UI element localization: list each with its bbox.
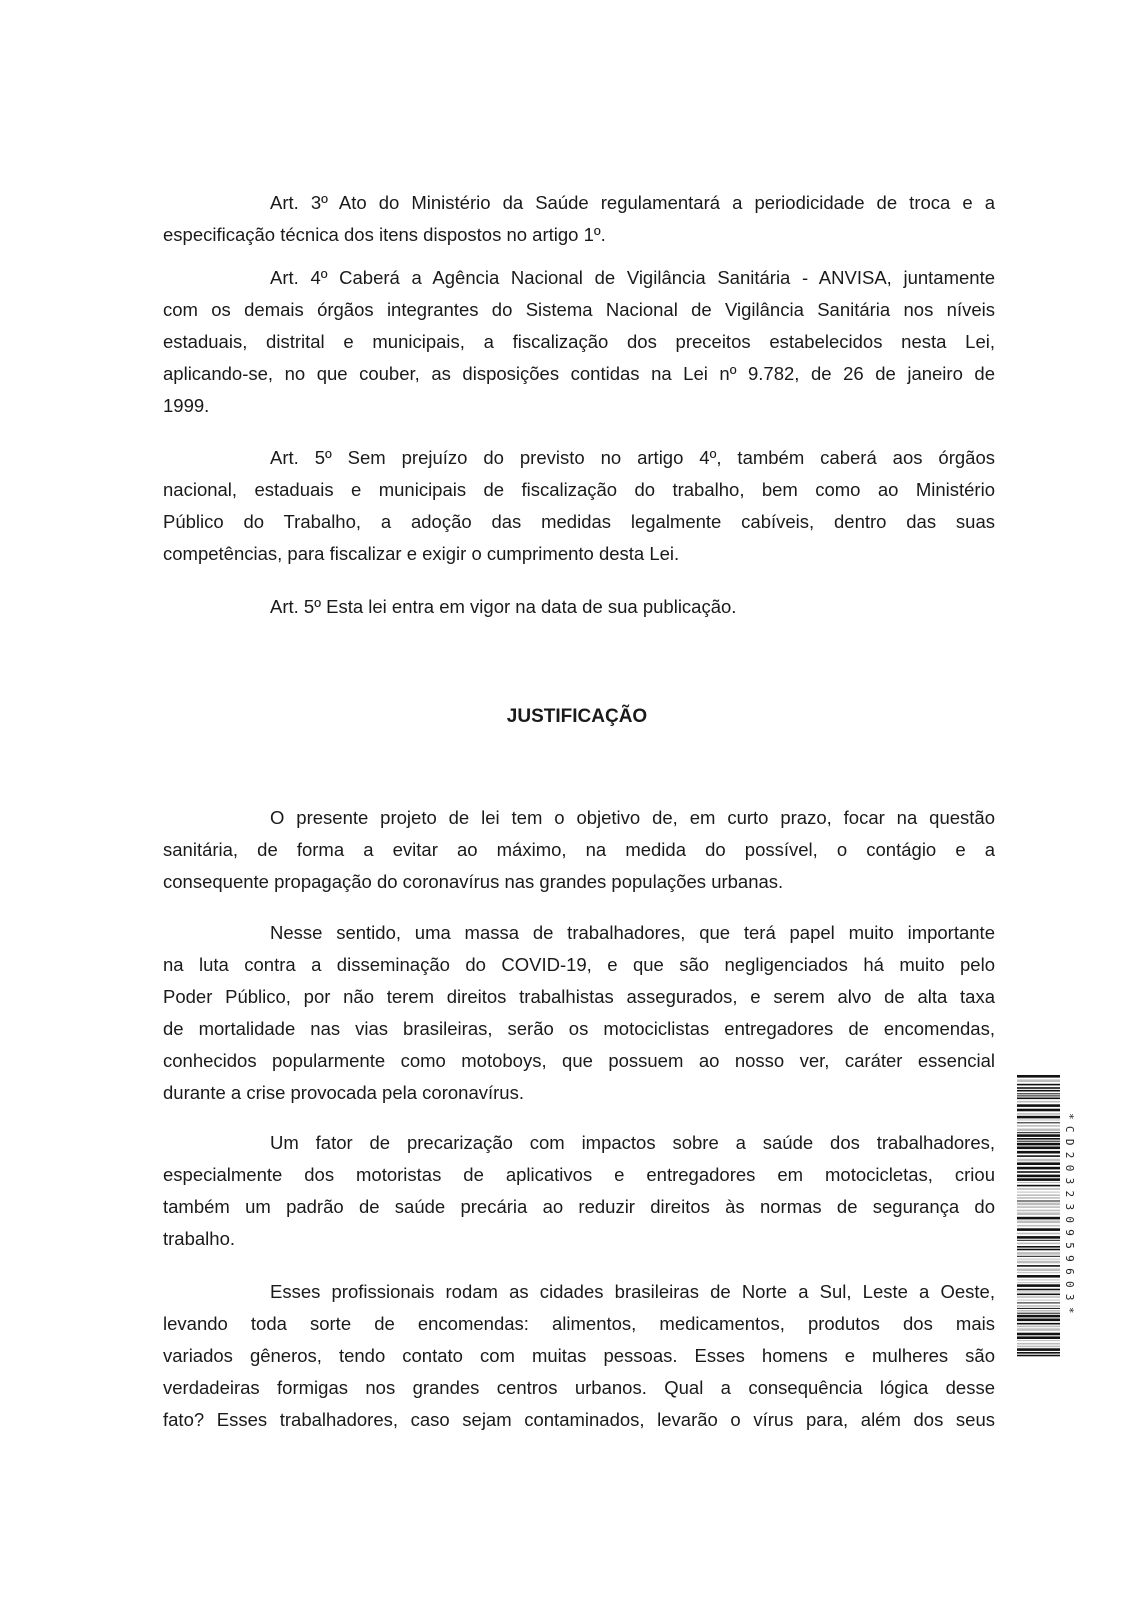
barcode-bar: [1017, 1279, 1060, 1280]
article-4-line-2: com os demais órgãos integrantes do Sistema Nacional de Vigilância Sanitária nos níveis: [163, 299, 995, 320]
barcode-bar: [1017, 1155, 1060, 1157]
barcode-bar: [1017, 1147, 1060, 1150]
justification-p4-line-4: verdadeiras formigas nos grandes centros urbanos. Qual a consequência lógica desse: [163, 1377, 995, 1398]
barcode-bar: [1017, 1210, 1060, 1212]
barcode-image: [1017, 1075, 1060, 1357]
barcode-bar: [1017, 1246, 1060, 1248]
barcode-bar: [1017, 1138, 1060, 1140]
barcode-bar: [1017, 1236, 1060, 1239]
barcode-bar: [1017, 1159, 1060, 1162]
barcode-bar: [1017, 1282, 1060, 1283]
justification-p4-line-5: fato? Esses trabalhadores, caso sejam contaminados, levarão o vírus para, além dos seus: [163, 1409, 995, 1430]
barcode-bar: [1017, 1206, 1060, 1208]
barcode-bar: [1017, 1291, 1060, 1292]
barcode-bar: [1017, 1300, 1060, 1301]
justification-p2-line-6: durante a crise provocada pela coronavírus.: [163, 1082, 524, 1103]
barcode-bar: [1017, 1340, 1060, 1341]
article-vigencia-line-1: Art. 5º Esta lei entra em vigor na data de sua publicação.: [270, 596, 737, 617]
barcode-bar: [1017, 1141, 1060, 1142]
barcode-bar: [1017, 1310, 1060, 1312]
justification-p3-line-4: trabalho.: [163, 1228, 235, 1249]
article-5-line-4: competências, para fiscalizar e exigir o cumprimento desta Lei.: [163, 543, 680, 564]
barcode-bar: [1017, 1192, 1060, 1193]
barcode-bar: [1017, 1352, 1060, 1354]
barcode-bar: [1017, 1305, 1060, 1307]
barcode-bar: [1017, 1336, 1060, 1339]
barcode-bar: [1017, 1084, 1060, 1086]
barcode-bar: [1017, 1151, 1060, 1154]
barcode-bar: [1017, 1129, 1060, 1132]
barcode-bar: [1017, 1113, 1060, 1115]
barcode-bar: [1017, 1101, 1060, 1103]
justification-p1-line-2: sanitária, de forma a evitar ao máximo, na medida do possível, o contágio e a: [163, 839, 995, 860]
article-4-line-1: Art. 4º Caberá a Agência Nacional de Vigilância Sanitária - ANVISA, juntamente: [270, 267, 995, 288]
barcode-bar: [1017, 1256, 1060, 1257]
barcode-bar: [1017, 1116, 1060, 1119]
barcode-bar: [1017, 1243, 1060, 1245]
barcode-bar: [1017, 1087, 1060, 1089]
barcode-bar: [1017, 1228, 1060, 1231]
barcode-bar: [1017, 1167, 1060, 1170]
barcode-bar: [1017, 1348, 1060, 1351]
justification-p3-line-3: também um padrão de saúde precária ao reduzir direitos às normas de segurança do: [163, 1196, 995, 1217]
article-5-line-1: Art. 5º Sem prejuízo do previsto no artigo 4º, também caberá aos órgãos: [270, 447, 995, 468]
barcode-bar: [1017, 1171, 1060, 1173]
barcode-bar: [1017, 1296, 1060, 1298]
barcode-bar: [1017, 1095, 1060, 1096]
barcode-bar: [1017, 1355, 1060, 1357]
barcode-bar: [1017, 1120, 1060, 1121]
justification-p3-line-1: Um fator de precarização com impactos sobre a saúde dos trabalhadores,: [270, 1132, 995, 1153]
justification-p1-line-3: consequente propagação do coronavírus nas grandes populações urbanas.: [163, 871, 784, 892]
barcode-bar: [1017, 1201, 1060, 1202]
barcode-bar: [1017, 1261, 1060, 1264]
barcode-bar: [1017, 1225, 1060, 1227]
barcode-bar: [1017, 1175, 1060, 1178]
barcode-bar: [1017, 1143, 1060, 1146]
barcode-text: *CD203230959603*: [1063, 1112, 1076, 1320]
barcode-bar: [1017, 1315, 1060, 1318]
barcode-bar: [1017, 1302, 1060, 1303]
barcode-bar: [1017, 1132, 1060, 1133]
barcode-bar: [1017, 1240, 1060, 1241]
barcode-bar: [1017, 1134, 1060, 1137]
barcode-bar: [1017, 1284, 1060, 1287]
barcode-bar: [1017, 1252, 1060, 1255]
barcode-bar: [1017, 1194, 1060, 1196]
article-4-line-4: aplicando-se, no que couber, as disposições contidas na Lei nº 9.782, de 26 de janeiro de: [163, 363, 995, 384]
barcode-bar: [1017, 1313, 1060, 1314]
barcode-bar: [1017, 1319, 1060, 1322]
barcode-bar: [1017, 1217, 1060, 1220]
barcode-bar: [1017, 1079, 1060, 1082]
barcode-bar: [1017, 1197, 1060, 1199]
barcode-bar: [1017, 1162, 1060, 1165]
barcode-bar: [1017, 1333, 1060, 1336]
barcode-bar: [1017, 1265, 1060, 1267]
barcode-bar: [1017, 1185, 1060, 1187]
barcode-bar: [1017, 1233, 1060, 1235]
barcode-bar: [1017, 1098, 1060, 1100]
barcode-bar: [1017, 1090, 1060, 1092]
justification-p2-line-3: Poder Público, por não terem direitos trabalhistas assegurados, e serem alvo de alta taxa: [163, 986, 995, 1007]
article-5-line-3: Público do Trabalho, a adoção das medidas legalmente cabíveis, dentro das suas: [163, 511, 995, 532]
barcode-bar: [1017, 1259, 1060, 1260]
article-3-line-2: especificação técnica dos itens dispostos no artigo 1º.: [163, 224, 606, 245]
barcode-bar: [1017, 1182, 1060, 1183]
section-heading-justificacao: JUSTIFICAÇÃO: [506, 706, 648, 727]
barcode-bar: [1017, 1203, 1060, 1206]
justification-p2-line-4: de mortalidade nas vias brasileiras, serão os motociclistas entregadores de encomendas,: [163, 1018, 995, 1039]
barcode-bar: [1017, 1275, 1060, 1278]
article-3-line-1: Art. 3º Ato do Ministério da Saúde regulamentará a periodicidade de troca e a: [270, 192, 995, 213]
barcode-bar: [1017, 1323, 1060, 1325]
barcode-bar: [1017, 1075, 1060, 1078]
barcode-bar: [1017, 1328, 1060, 1331]
barcode-bar: [1017, 1188, 1060, 1190]
barcode-bar: [1017, 1343, 1060, 1345]
barcode-bar: [1017, 1093, 1060, 1094]
barcode-bar: [1017, 1249, 1060, 1251]
justification-p3-line-2: especialmente dos motoristas de aplicativos e entregadores em motocicletas, criou: [163, 1164, 995, 1185]
barcode-bar: [1017, 1289, 1060, 1291]
barcode-bar: [1017, 1272, 1060, 1273]
barcode-bar: [1017, 1178, 1060, 1181]
barcode-bar: [1017, 1308, 1060, 1309]
article-5-line-2: nacional, estaduais e municipais de fiscalização do trabalho, bem como ao Ministério: [163, 479, 995, 500]
barcode-bar: [1017, 1221, 1060, 1224]
barcode-bar: [1017, 1294, 1060, 1296]
justification-p1-line-1: O presente projeto de lei tem o objetivo de, em curto prazo, focar na questão: [270, 807, 995, 828]
barcode-bar: [1017, 1326, 1060, 1328]
barcode-bar: [1017, 1104, 1060, 1107]
justification-p4-line-2: levando toda sorte de encomendas: alimentos, medicamentos, produtos dos mais: [163, 1313, 995, 1334]
justification-p2-line-5: conhecidos popularmente como motoboys, que possuem ao nosso ver, caráter essencial: [163, 1050, 995, 1071]
justification-p4-line-1: Esses profissionais rodam as cidades brasileiras de Norte a Sul, Leste a Oeste,: [270, 1281, 995, 1302]
article-4-line-3: estaduais, distrital e municipais, a fiscalização dos preceitos estabelecidos nesta Lei,: [163, 331, 995, 352]
barcode-bar: [1017, 1212, 1060, 1215]
barcode-bar: [1017, 1125, 1060, 1127]
justification-p2-line-1: Nesse sentido, uma massa de trabalhadores, que terá papel muito importante: [270, 922, 995, 943]
barcode-bar: [1017, 1109, 1060, 1112]
barcode-bar: [1017, 1269, 1060, 1272]
justification-p4-line-3: variados gêneros, tendo contato com muitas pessoas. Esses homens e mulheres são: [163, 1345, 995, 1366]
barcode-bar: [1017, 1122, 1060, 1123]
article-4-line-5: 1999.: [163, 395, 210, 416]
barcode-bar: [1017, 1346, 1060, 1348]
justification-p2-line-2: na luta contra a disseminação do COVID-19, e que são negligenciados há muito pelo: [163, 954, 995, 975]
